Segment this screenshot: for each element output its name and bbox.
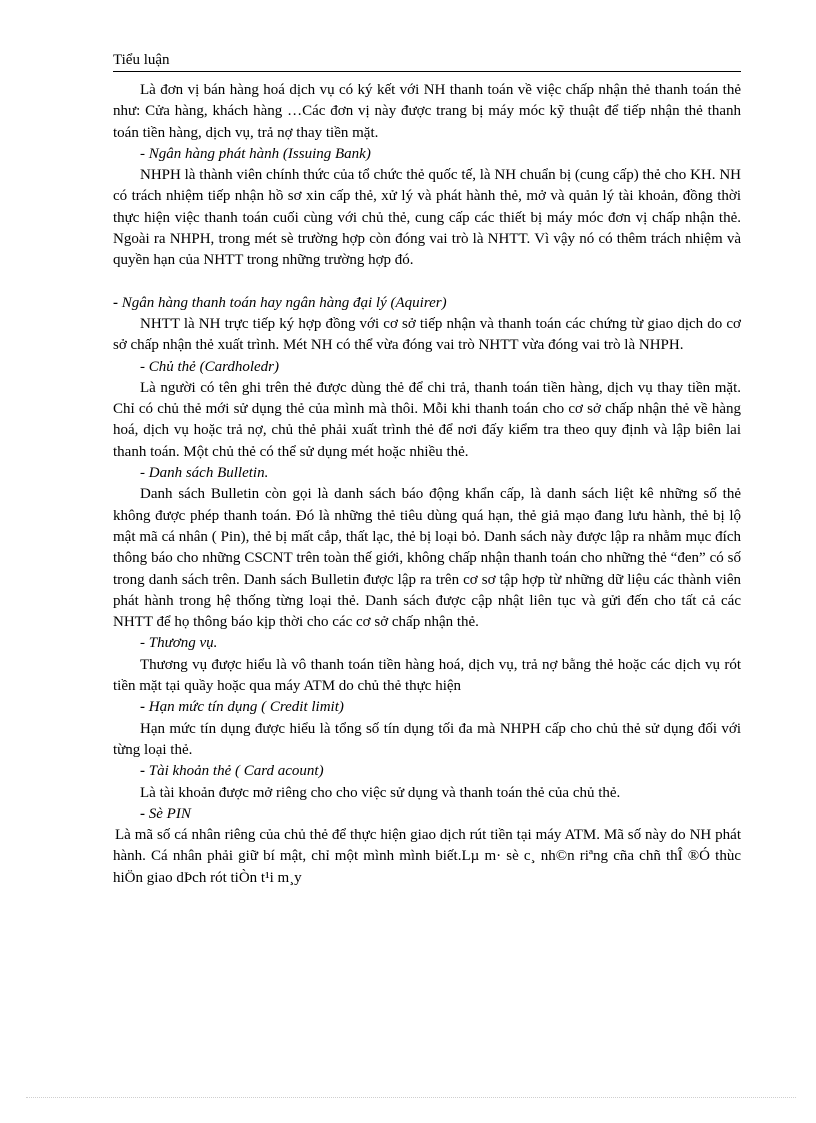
paragraph-pin-text: Là mã số cá nhân riêng của chủ thẻ để thực hiện giao dịch rút tiền tại máy ATM. Mã số này do NH phát hành. Cá nhân phải giữ bí mật, chỉ một mình mình biết. [113,827,741,865]
heading-transaction [113,633,741,654]
paragraph-credit-limit: Hạn mức tín dụng được hiểu là tổng số tín dụng tối đa mà NHPH cấp cho chủ thẻ sử dụng đối với từng loại thẻ. [113,720,741,758]
heading-dash: - [140,805,149,822]
heading-pin [113,804,741,825]
paragraph-pin [113,825,741,889]
heading-text: Chủ thẻ (Cardholedr) [148,358,280,375]
paragraph-card-account: Là tài khoản được mở riêng cho cho việc sử dụng và thanh toán thẻ của chủ thẻ. [140,784,621,801]
heading-card-account [113,761,741,782]
heading-text: Hạn mức tín dụng ( Credit limit) [148,699,344,716]
document-body [113,80,741,889]
header-divider [113,71,741,72]
paragraph-cardholder: Là người có tên ghi trên thẻ được dùng thẻ để chi trả, thanh toán tiền hàng, dịch vụ thay tiền mặt. Chỉ có chủ thẻ mới sử dụng thẻ của mình mà thôi. Mỗi khi thanh toán cho cơ sở chấp nhận thẻ về hàng hoá, dịch vụ hoặc trả nợ, chủ thẻ phải xuất trình thẻ để nơi đấy kiểm tra theo quy định và lập biên lai thanh toán. Một chủ thẻ có thể sử dụng mét hoặc nhiều thẻ. [113,379,741,460]
heading-text: Thương vụ. [148,635,218,652]
page-bottom-border [26,1097,796,1098]
heading-text: Sè PIN [148,805,191,822]
heading-text: Ngân hàng phát hành (Issuing Bank) [148,145,371,162]
heading-text: Ngân hàng thanh toán hay ngân hàng đại lý (Aquirer) [121,294,447,311]
heading-issuing-bank [113,144,741,165]
paragraph-pin-garbled: Lµ m· sè c¸ nh©n riªng cña chñ thÎ ®Ó thùc hiÖn giao dÞch rót tiÒn t¹i m¸y [113,848,741,886]
heading-bulletin [113,463,741,484]
heading-text: Tài khoản thẻ ( Card acount) [148,763,324,780]
paragraph-merchant: Là đơn vị bán hàng hoá dịch vụ có ký kết với NH thanh toán về việc chấp nhận thẻ thanh toán thẻ như: Cửa hàng, khách hàng …Các đơn vị này được trang bị máy móc kỹ thuật để tiếp nhận thẻ thanh toán tiền hàng, dịch vụ, trả nợ thay tiền mặt. [113,82,741,141]
heading-dash: - [140,635,149,652]
paragraph-acquirer: NHTT là NH trực tiếp ký hợp đồng với cơ sở tiếp nhận và thanh toán các chứng từ giao dịch do cơ sở chấp nhận thẻ xuất trình. Mét NH có thể vừa đóng vai trò NHTT vừa đóng vai trò là NHPH. [113,315,741,354]
page-header-title: Tiểu luận [113,52,170,68]
paragraph-transaction: Thương vụ được hiểu là vô thanh toán tiền hàng hoá, dịch vụ, trả nợ bằng thẻ hoặc các dịch vụ rót tiền mặt tại quầy hoặc qua máy ATM do chủ thẻ thực hiện [113,656,741,695]
heading-text: Danh sách Bulletin. [148,465,269,482]
heading-dash: - [140,145,149,162]
heading-dash: - [140,699,149,716]
paragraph-issuing-bank: NHPH là thành viên chính thức của tổ chức thẻ quốc tế, là NH chuẩn bị (cung cấp) thẻ cho KH. NH có trách nhiệm tiếp nhận hồ sơ xin cấp thẻ, xử lý và phát hành thẻ, mở và quản lý tài khoản, đồng thời thực hiện việc thanh toán cuối cùng với chủ thẻ, cung cấp các thiết bị máy móc đơn vị chấp nhận thẻ. Ngoài ra NHPH, trong mét sè trường hợp còn đóng vai trò là NHTT. Vì vậy nó có thêm trách nhiệm và quyền hạn của NHTT trong những trường hợp đó. [113,167,741,269]
heading-credit-limit [113,697,741,718]
heading-dash: - [140,358,149,375]
heading-dash: - [140,763,149,780]
heading-cardholder [113,357,741,378]
paragraph-bulletin: Danh sách Bulletin còn gọi là danh sách báo động khẩn cấp, là danh sách liệt kê những số thẻ không được phép thanh toán. Đó là những thẻ tiêu dùng quá hạn, thẻ giả mạo đang lưu hành, thẻ bị lộ mật mã cá nhân ( Pin), thẻ bị mất cắp, thất lạc, thẻ bị loại bỏ. Danh sách này được lập ra nhằm mục đích thông báo cho những CSCNT trên toàn thế giới, không chấp nhận thanh toán cho những thẻ “đen” có số trong danh sách trên. Danh sách Bulletin được lập ra trên cơ sơ tập hợp từ những dữ liệu các thành viên phát hành trong hệ thống từng loại thẻ. Danh sách được cập nhật liên tục và gửi đến cho tất cả các NHTT để họ thông báo kịp thời cho các cơ sở chấp nhận thẻ. [113,486,741,631]
heading-dash: - [113,294,122,311]
heading-dash: - [140,465,149,482]
heading-acquirer [113,293,741,314]
